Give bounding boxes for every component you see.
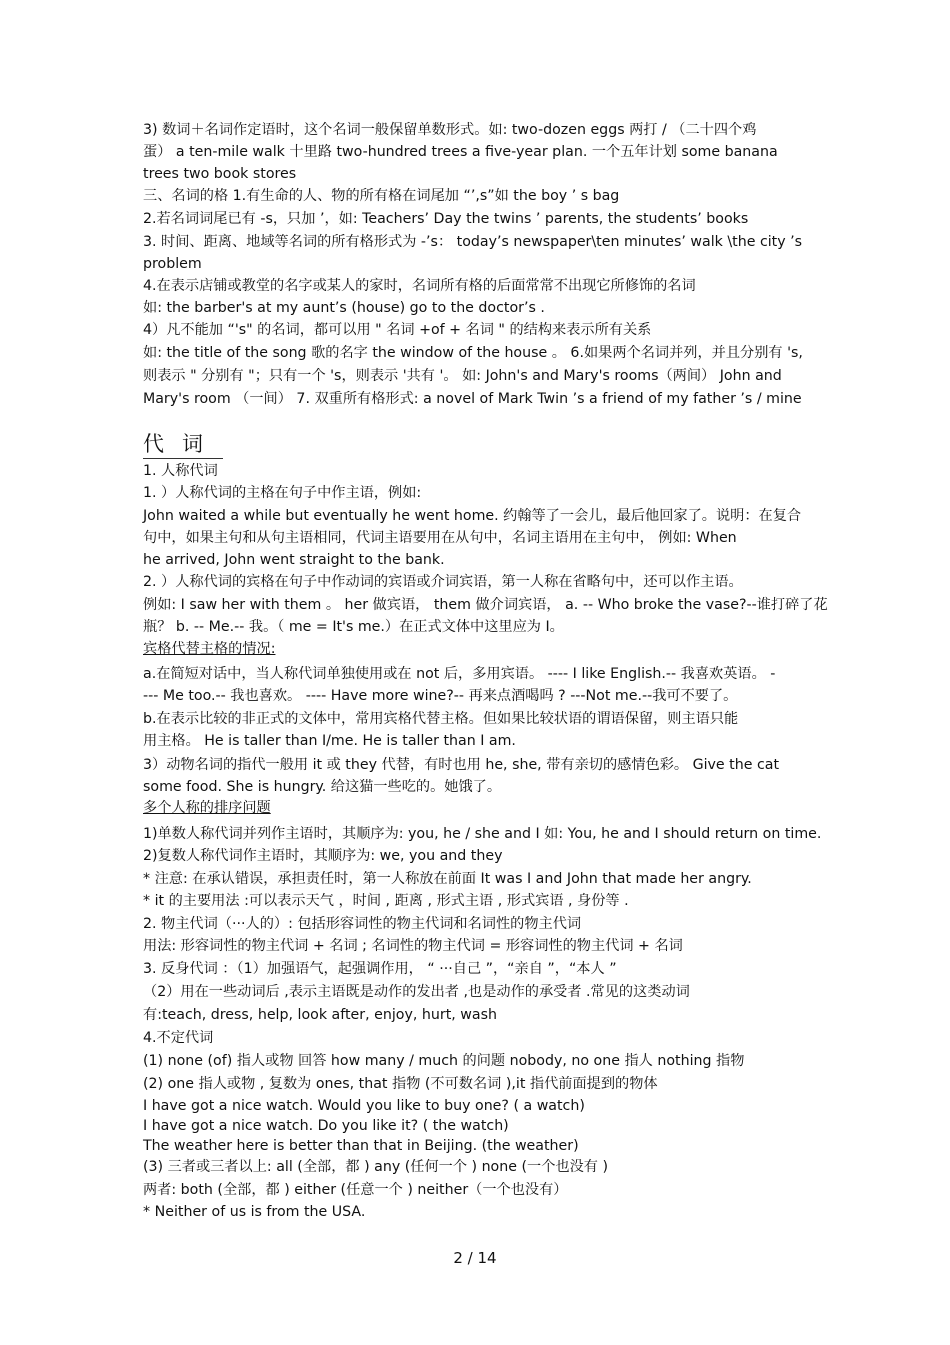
text-line: Mary's room （一间） 7. 双重所有格形式: a novel of Mark Twin ’s a friend of my father ’s / mine xyxy=(143,391,802,407)
page-number: 2 / 14 xyxy=(453,1249,497,1267)
text-line: 4.在表示店铺或教堂的名字或某人的家时，名词所有格的后面常常不出现它所修饰的名词 xyxy=(143,278,696,294)
text-line: （2）用在一些动词后 ,表示主语既是动作的发出者 ,也是动作的承受者 .常见的这类动词 xyxy=(143,984,690,1000)
text-line: 有:teach, dress, help, look after, enjoy, hurt, wash xyxy=(143,1007,497,1023)
text-line: 3) 数词＋名词作定语时，这个名词一般保留单数形式。如: two-dozen eggs 两打 / （二十四个鸡 xyxy=(143,122,757,138)
subsection-heading: 多个人称的排序问题 xyxy=(143,800,271,816)
text-line: 2.若名词词尾已有 -s，只加 ’，如: Teachers’ Day the twins ’ parents, the students’ books xyxy=(143,211,749,227)
text-line: 蛋） a ten-mile walk 十里路 two-hundred trees a five-year plan. 一个五年计划 some banana xyxy=(143,144,778,160)
text-line: --- Me too.-- 我也喜欢。 ---- Have more wine?-- 再来点酒喝吗 ? ---Not me.--我可不要了。 xyxy=(143,688,738,704)
text-line: 则表示 " 分别有 "；只有一个 's，则表示 '共有 '。 如: John's and Mary's rooms（两间） John and xyxy=(143,368,782,384)
text-line: a.在简短对话中，当人称代词单独使用或在 not 后，多用宾语。 ---- I like English.-- 我喜欢英语。 - xyxy=(143,666,776,682)
text-line: trees two book stores xyxy=(143,166,297,182)
text-line: 如: the barber's at my aunt’s (house) go to the doctor’s . xyxy=(143,300,545,316)
text-line: (3) 三者或三者以上: all (全部，都 ) any (任何一个 ) none (一个也没有 ) xyxy=(143,1159,608,1175)
text-line: problem xyxy=(143,256,202,272)
text-line: I have got a nice watch. Do you like it? ( the watch) xyxy=(143,1118,509,1134)
subsection-heading: 宾格代替主格的情况: xyxy=(143,641,276,657)
text-line: 瓶？ b. -- Me.-- 我。（ me = It's me.）在正式文体中这里应为 I。 xyxy=(143,619,564,635)
text-line: The weather here is better than that in Beijing. (the weather) xyxy=(143,1138,579,1154)
text-line: I have got a nice watch. Would you like to buy one? ( a watch) xyxy=(143,1098,585,1114)
text-line: 例如: I saw her with them 。 her 做宾语， them 做介词宾语， a. -- Who broke the vase?--谁打碎了花 xyxy=(143,597,828,613)
text-line: some food. She is hungry. 给这猫一些吃的。她饿了。 xyxy=(143,779,502,795)
text-line: 1)单数人称代词并列作主语时，其顺序为: you, he / she and I 如: You, he and I should return on time. xyxy=(143,826,822,842)
text-line: 用主格。 He is taller than I/me. He is taller than I am. xyxy=(143,733,516,749)
text-line: 2. ）人称代词的宾格在句子中作动词的宾语或介词宾语，第一人称在省略句中，还可以作主语。 xyxy=(143,574,743,590)
text-line: (1) none (of) 指人或物 回答 how many / much 的问题 nobody, no one 指人 nothing 指物 xyxy=(143,1053,745,1069)
text-line: 2)复数人称代词作主语时，其顺序为: we, you and they xyxy=(143,848,503,864)
text-line: 如: the title of the song 歌的名字 the window of the house 。 6.如果两个名词并列，并且分别有 's, xyxy=(143,345,803,361)
text-line: 两者: both (全部，都 ) either (任意一个 ) neither（一个也没有） xyxy=(143,1182,568,1198)
text-line: 三、名词的格 1.有生命的人、物的所有格在词尾加 “’,s”如 the boy ’ s bag xyxy=(143,188,620,204)
text-line: (2) one 指人或物 , 复数为 ones, that 指物 (不可数名词 ),it 指代前面提到的物体 xyxy=(143,1076,658,1092)
text-line: 3. 时间、距离、地域等名词的所有格形式为 -’s： today’s newspaper\ten minutes’ walk \the city ’s xyxy=(143,234,803,250)
text-line: John waited a while but eventually he went home. 约翰等了一会儿，最后他回家了。说明：在复合 xyxy=(143,508,802,524)
text-line: 1. 人称代词 xyxy=(143,463,218,479)
text-line: 3）动物名词的指代一般用 it 或 they 代替，有时也用 he, she, 带有亲切的感情色彩。 Give the cat xyxy=(143,757,780,773)
text-line: * 注意: 在承认错误，承担责任时，第一人称放在前面 It was I and John that made her angry. xyxy=(143,871,752,887)
text-line: 句中，如果主句和从句主语相同，代词主语要用在从句中，名词主语用在主句中， 例如: When xyxy=(143,530,737,546)
text-line: he arrived, John went straight to the bank. xyxy=(143,552,445,568)
text-line: 1. ）人称代词的主格在句子中作主语，例如: xyxy=(143,485,422,501)
text-line: 3. 反身代词 ：（1）加强语气，起强调作用， “ ···自己 ”，“亲自 ”，“本人 ” xyxy=(143,961,617,977)
text-line: 4）凡不能加 “'s" 的名词，都可以用 " 名词 +of + 名词 " 的结构来表示所有关系 xyxy=(143,322,652,338)
text-line: 4.不定代词 xyxy=(143,1030,214,1046)
text-line: * it 的主要用法 :可以表示天气 ，时间 , 距离 , 形式主语 , 形式宾语 , 身份等 . xyxy=(143,893,629,909)
text-line: 用法: 形容词性的物主代词 + 名词 ; 名词性的物主代词 = 形容词性的物主代词 + 名词 xyxy=(143,938,683,954)
section-heading: 代词 xyxy=(143,430,223,459)
text-line: b.在表示比较的非正式的文体中，常用宾格代替主格。但如果比较状语的谓语保留，则主语只能 xyxy=(143,711,739,727)
text-line: 2. 物主代词（···人的）: 包括形容词性的物主代词和名词性的物主代词 xyxy=(143,916,582,932)
text-line: * Neither of us is from the USA. xyxy=(143,1204,366,1220)
